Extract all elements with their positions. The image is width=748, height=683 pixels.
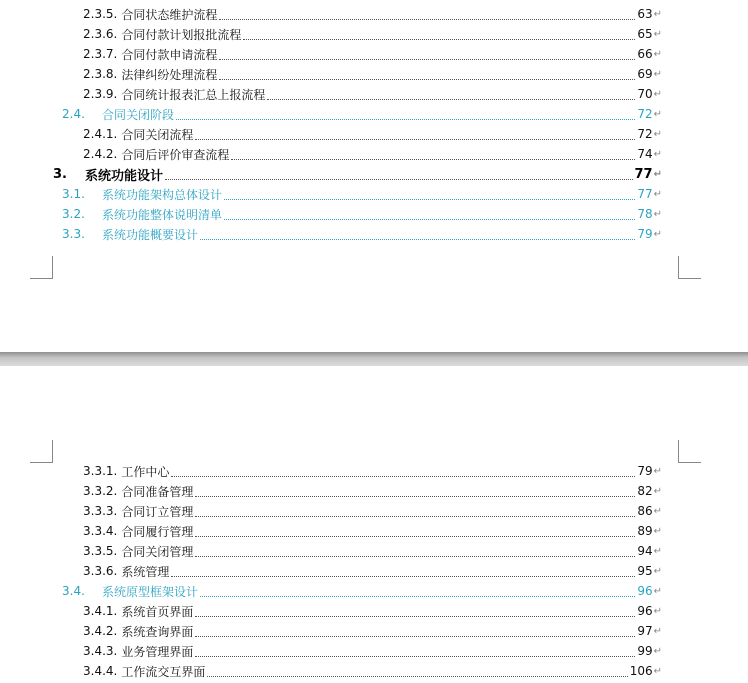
toc-entry-page: 96	[637, 584, 653, 598]
toc-entry[interactable]	[62, 184, 662, 204]
toc-entry-number: 3.3.3.	[83, 504, 118, 518]
toc-entry-title: 系统功能设计	[85, 168, 164, 184]
dot-leader	[171, 476, 635, 477]
toc-entry-title: 业务管理界面	[121, 644, 194, 659]
paragraph-mark-icon: ↵	[653, 128, 662, 140]
paragraph-mark-icon: ↵	[653, 208, 662, 220]
dot-leader	[195, 656, 635, 657]
toc-entry-number: 2.3.5.	[83, 7, 118, 21]
margin-corner-bottom-left	[30, 256, 53, 279]
toc-entry-title: 合同付款申请流程	[121, 47, 218, 62]
toc-entry-number: 3.4.2.	[83, 624, 118, 638]
toc-entry-number: 2.3.6.	[83, 27, 118, 41]
toc-entry-title: 合同履行管理	[121, 524, 194, 539]
toc-entry[interactable]	[83, 24, 662, 44]
toc-entry-number: 3.3.1.	[83, 464, 118, 478]
toc-entry-title: 系统原型框架设计	[102, 584, 199, 599]
toc-entry[interactable]	[83, 601, 662, 621]
document-page-2	[0, 366, 748, 683]
toc-entry-page: 99	[637, 644, 653, 658]
dot-leader	[219, 59, 635, 60]
dot-leader	[176, 119, 635, 120]
toc-entry-title: 系统功能整体说明清单	[102, 207, 223, 222]
dot-leader	[200, 596, 635, 597]
toc-entry[interactable]	[83, 501, 662, 521]
toc-entry-title: 系统首页界面	[121, 604, 194, 619]
dot-leader	[195, 139, 635, 140]
dot-leader	[195, 516, 635, 517]
toc-entry-page: 94	[637, 544, 653, 558]
toc-entry-page: 77	[634, 166, 653, 182]
toc-entry-title: 合同关闭阶段	[102, 107, 175, 122]
paragraph-mark-icon: ↵	[653, 505, 662, 517]
toc-entry-number: 3.3.5.	[83, 544, 118, 558]
toc-entry[interactable]	[62, 204, 662, 224]
toc-entry-page: 72	[637, 127, 653, 141]
margin-corner-top-right	[678, 440, 701, 463]
paragraph-mark-icon: ↵	[653, 108, 662, 120]
toc-entry-title: 合同状态维护流程	[121, 7, 218, 22]
toc-entry[interactable]	[83, 541, 662, 561]
toc-entry-page: 77	[637, 187, 653, 201]
toc-entry-number: 3.4.	[62, 584, 85, 598]
margin-corner-bottom-right	[678, 256, 701, 279]
dot-leader	[207, 676, 627, 677]
toc-entry-number: 3.4.1.	[83, 604, 118, 618]
paragraph-mark-icon: ↵	[653, 148, 662, 160]
toc-entry[interactable]	[83, 621, 662, 641]
toc-entry-number: 3.3.2.	[83, 484, 118, 498]
toc-entry-page: 63	[637, 7, 653, 21]
toc-entry-title: 系统功能概要设计	[102, 227, 199, 242]
toc-entry-page: 65	[637, 27, 653, 41]
toc-entry-number: 3.4.3.	[83, 644, 118, 658]
dot-leader	[267, 99, 635, 100]
toc-entry[interactable]	[83, 641, 662, 661]
toc-entry[interactable]	[62, 224, 662, 244]
toc-entry[interactable]	[83, 144, 662, 164]
toc-entry[interactable]	[83, 661, 662, 681]
toc-entry-number: 2.3.8.	[83, 67, 118, 81]
toc-entry-title: 合同准备管理	[121, 484, 194, 499]
toc-entry-page: 97	[637, 624, 653, 638]
dot-leader	[200, 239, 635, 240]
paragraph-mark-icon: ↵	[653, 565, 662, 577]
dot-leader	[195, 496, 635, 497]
toc-entry-page: 95	[637, 564, 653, 578]
toc-entry[interactable]	[83, 44, 662, 64]
toc-entry-title: 合同付款计划报批流程	[121, 27, 242, 42]
toc-entry-number: 2.3.9.	[83, 87, 118, 101]
toc-entry[interactable]	[62, 581, 662, 601]
paragraph-mark-icon: ↵	[653, 625, 662, 637]
dot-leader	[224, 199, 635, 200]
toc-entry-page: 70	[637, 87, 653, 101]
toc-entry[interactable]	[83, 521, 662, 541]
margin-corner-top-left	[30, 440, 53, 463]
toc-entry-title: 合同订立管理	[121, 504, 194, 519]
dot-leader	[219, 79, 635, 80]
toc-entry[interactable]	[62, 104, 662, 124]
toc-entry-number: 3.4.4.	[83, 664, 118, 678]
paragraph-mark-icon: ↵	[653, 228, 662, 240]
toc-entry-number: 3.3.	[62, 227, 85, 241]
toc-entry-title: 系统管理	[121, 564, 170, 579]
toc-entry[interactable]	[83, 561, 662, 581]
toc-entry[interactable]	[83, 84, 662, 104]
toc-entry-title: 合同统计报表汇总上报流程	[121, 87, 266, 102]
toc-entry-number: 3.1.	[62, 187, 85, 201]
toc-entry-title: 合同关闭流程	[121, 127, 194, 142]
toc-entry-number: 3.2.	[62, 207, 85, 221]
toc-entry-number: 2.4.2.	[83, 147, 118, 161]
toc-entry[interactable]	[53, 164, 662, 184]
toc-entry-page: 89	[637, 524, 653, 538]
paragraph-mark-icon: ↵	[653, 665, 662, 677]
toc-entry-title: 工作中心	[121, 464, 170, 479]
toc-entry-number: 3.	[53, 166, 67, 182]
dot-leader	[171, 576, 635, 577]
toc-entry-number: 2.3.7.	[83, 47, 118, 61]
toc-entry-page: 69	[637, 67, 653, 81]
toc-entry[interactable]	[83, 461, 662, 481]
toc-entry-page: 78	[637, 207, 653, 221]
paragraph-mark-icon: ↵	[653, 485, 662, 497]
dot-leader	[231, 159, 635, 160]
dot-leader	[195, 636, 635, 637]
toc-entry-number: 3.3.4.	[83, 524, 118, 538]
toc-entry-number: 3.3.6.	[83, 564, 118, 578]
paragraph-mark-icon: ↵	[653, 168, 662, 180]
toc-entry-page: 74	[637, 147, 653, 161]
toc-entry[interactable]	[83, 481, 662, 501]
paragraph-mark-icon: ↵	[653, 525, 662, 537]
paragraph-mark-icon: ↵	[653, 545, 662, 557]
dot-leader	[195, 616, 635, 617]
toc-entry-title: 法律纠纷处理流程	[121, 67, 218, 82]
paragraph-mark-icon: ↵	[653, 645, 662, 657]
paragraph-mark-icon: ↵	[653, 188, 662, 200]
paragraph-mark-icon: ↵	[653, 585, 662, 597]
paragraph-mark-icon: ↵	[653, 8, 662, 20]
toc-entry-page: 86	[637, 504, 653, 518]
paragraph-mark-icon: ↵	[653, 465, 662, 477]
dot-leader	[195, 556, 635, 557]
dot-leader	[165, 179, 633, 180]
toc-entry[interactable]	[83, 124, 662, 144]
toc-entry[interactable]	[83, 64, 662, 84]
paragraph-mark-icon: ↵	[653, 48, 662, 60]
toc-entry-title: 合同关闭管理	[121, 544, 194, 559]
toc-entry-title: 系统查询界面	[121, 624, 194, 639]
paragraph-mark-icon: ↵	[653, 605, 662, 617]
toc-entry[interactable]	[83, 4, 662, 24]
dot-leader	[219, 19, 635, 20]
paragraph-mark-icon: ↵	[653, 68, 662, 80]
toc-entry-page: 82	[637, 484, 653, 498]
toc-entry-number: 2.4.1.	[83, 127, 118, 141]
page-break-gap	[0, 352, 748, 366]
toc-entry-page: 96	[637, 604, 653, 618]
toc-entry-number: 2.4.	[62, 107, 85, 121]
toc-entry-page: 79	[637, 464, 653, 478]
paragraph-mark-icon: ↵	[653, 28, 662, 40]
toc-entry-page: 66	[637, 47, 653, 61]
toc-entry-title: 系统功能架构总体设计	[102, 187, 223, 202]
toc-entry-title: 合同后评价审查流程	[121, 147, 230, 162]
toc-entry-page: 106	[629, 664, 653, 678]
paragraph-mark-icon: ↵	[653, 88, 662, 100]
dot-leader	[224, 219, 635, 220]
toc-entry-page: 72	[637, 107, 653, 121]
toc-entry-page: 79	[637, 227, 653, 241]
dot-leader	[243, 39, 635, 40]
toc-entry-title: 工作流交互界面	[121, 664, 206, 679]
dot-leader	[195, 536, 635, 537]
